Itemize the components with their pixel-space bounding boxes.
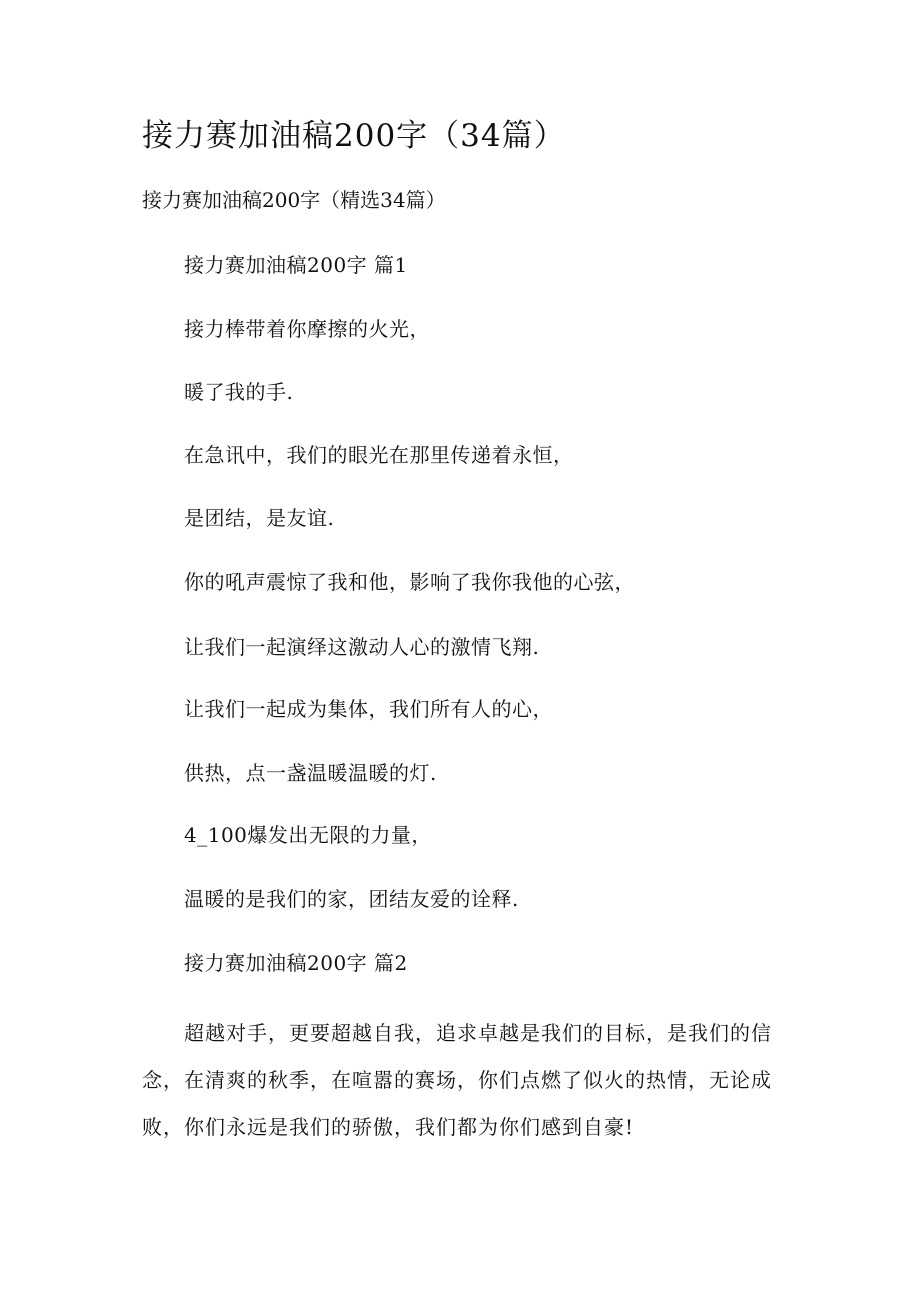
poem-line-2: 暖了我的手. <box>184 380 294 404</box>
poem-line-7: 让我们一起成为集体，我们所有人的心， <box>184 697 553 721</box>
poem-line-3: 在急讯中，我们的眼光在那里传递着永恒， <box>184 443 574 467</box>
poem-line-1: 接力棒带着你摩擦的火光， <box>184 317 430 341</box>
poem-line-6: 让我们一起演绎这激动人心的激情飞翔. <box>184 635 540 659</box>
poem-line-8: 供热，点一盏温暖温暖的灯. <box>184 761 437 785</box>
section-1-heading: 接力赛加油稿200字 篇1 <box>184 253 408 277</box>
poem-line-9: 4_100爆发出无限的力量， <box>184 823 432 847</box>
document-subtitle: 接力赛加油稿200字（精选34篇） <box>142 188 446 212</box>
section-2-heading: 接力赛加油稿200字 篇2 <box>184 951 408 975</box>
poem-line-10: 温暖的是我们的家，团结友爱的诠释. <box>184 887 519 911</box>
poem-line-4: 是团结，是友谊. <box>184 506 335 530</box>
poem-line-5: 你的吼声震惊了我和他，影响了我你我他的心弦， <box>184 570 635 594</box>
section-2-paragraph: 超越对手，更要超越自我，追求卓越是我们的目标，是我们的信念，在清爽的秋季，在喧嚣的赛场，你们点燃了似火的热情，无论成败，你们永远是我们的骄傲，我们都为你们感到自豪! <box>142 1021 772 1139</box>
document-title: 接力赛加油稿200字（34篇） <box>142 118 566 154</box>
